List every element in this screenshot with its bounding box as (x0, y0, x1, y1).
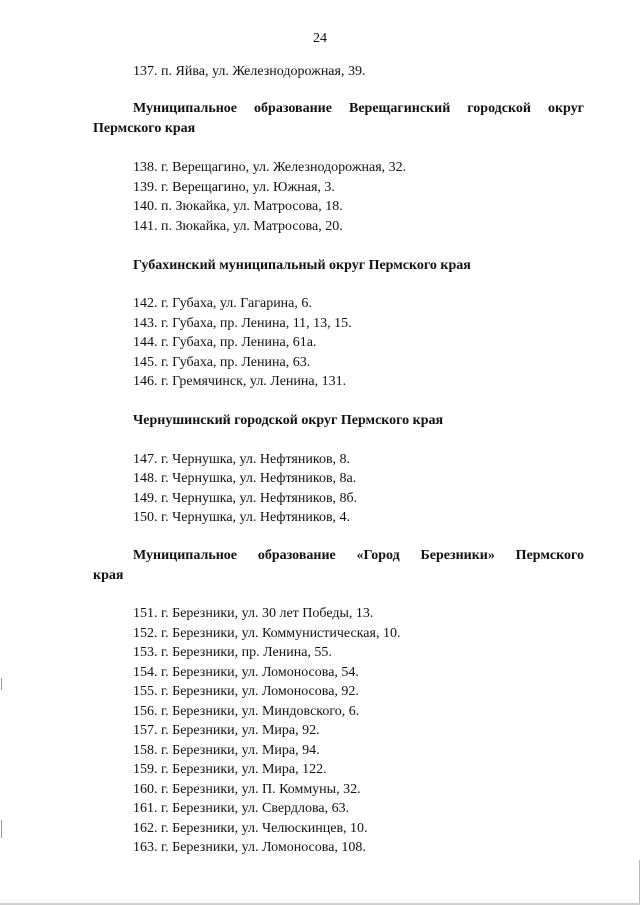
list-item: 161. г. Березники, ул. Свердлова, 63. (133, 801, 350, 816)
list-item: 144. г. Губаха, пр. Ленина, 61а. (133, 335, 317, 350)
list-item: 137. п. Яйва, ул. Железнодорожная, 39. (133, 64, 366, 79)
list-item: 142. г. Губаха, ул. Гагарина, 6. (133, 296, 312, 311)
section-heading-line: края (93, 568, 124, 583)
list-item: 157. г. Березники, ул. Мира, 92. (133, 723, 320, 738)
list-item: 146. г. Гремячинск, ул. Ленина, 131. (133, 374, 347, 389)
section-heading-line: Пермского края (93, 121, 196, 136)
page-number: 24 (313, 31, 327, 46)
list-item: 150. г. Чернушка, ул. Нефтяников, 4. (133, 510, 351, 525)
list-item: 163. г. Березники, ул. Ломоносова, 108. (133, 840, 366, 855)
list-item: 139. г. Верещагино, ул. Южная, 3. (133, 180, 335, 195)
list-item: 158. г. Березники, ул. Мира, 94. (133, 743, 320, 758)
scan-edge-mark (1, 678, 2, 690)
section-heading-line: Муниципальное образование «Город Березники» Пермского (133, 548, 584, 563)
list-item: 143. г. Губаха, пр. Ленина, 11, 13, 15. (133, 316, 352, 331)
list-item: 160. г. Березники, ул. П. Коммуны, 32. (133, 782, 361, 797)
section-heading-berezniki (93, 546, 584, 586)
list-item: 140. п. Зюкайка, ул. Матросова, 18. (133, 199, 343, 214)
list-item: 147. г. Чернушка, ул. Нефтяников, 8. (133, 452, 351, 467)
list-item: 162. г. Березники, ул. Челюскинцев, 10. (133, 821, 368, 836)
section-heading-vereshchagino (93, 99, 584, 139)
section-heading-gubakha: Губахинский муниципальный округ Пермского края (133, 258, 471, 273)
list-item: 155. г. Березники, ул. Ломоносова, 92. (133, 684, 359, 699)
list-item: 153. г. Березники, пр. Ленина, 55. (133, 645, 332, 660)
scan-edge-mark (1, 820, 2, 838)
list-item: 151. г. Березники, ул. 30 лет Победы, 13. (133, 606, 374, 621)
list-item: 141. п. Зюкайка, ул. Матросова, 20. (133, 219, 343, 234)
section-heading-chernushka: Чернушинский городской округ Пермского края (133, 413, 444, 428)
list-item: 156. г. Березники, ул. Миндовского, 6. (133, 704, 360, 719)
list-item: 148. г. Чернушка, ул. Нефтяников, 8а. (133, 471, 357, 486)
list-item: 145. г. Губаха, пр. Ленина, 63. (133, 355, 311, 370)
list-item: 159. г. Березники, ул. Мира, 122. (133, 762, 327, 777)
list-item: 138. г. Верещагино, ул. Железнодорожная, 32. (133, 160, 407, 175)
section-heading-line: Муниципальное образование Верещагинский городской округ (133, 101, 584, 116)
list-item: 154. г. Березники, ул. Ломоносова, 54. (133, 665, 359, 680)
list-item: 152. г. Березники, ул. Коммунистическая, 10. (133, 626, 401, 641)
list-item: 149. г. Чернушка, ул. Нефтяников, 8б. (133, 491, 358, 506)
